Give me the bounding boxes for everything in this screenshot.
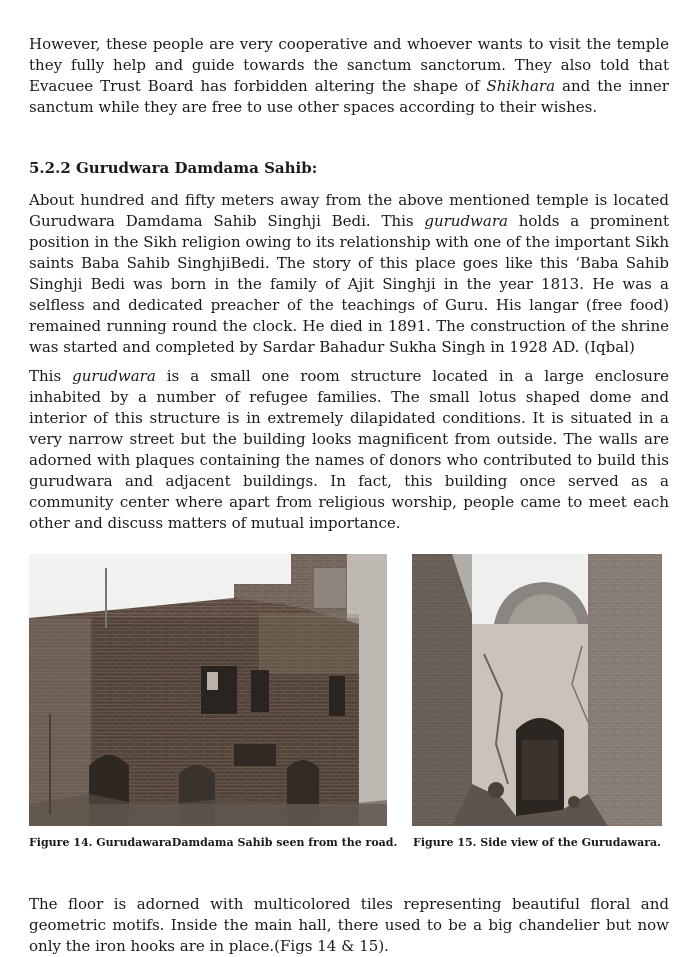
figure-14-caption: Figure 14. GurudawaraDamdama Sahib seen from the road. xyxy=(29,836,398,849)
gurudwara-road-photo xyxy=(29,554,387,826)
description-text-1: This xyxy=(29,367,73,385)
document-page xyxy=(29,34,669,957)
intro-paragraph xyxy=(29,34,669,118)
figure-14 xyxy=(29,554,398,850)
intro-term-shikhara: Shikhara xyxy=(486,77,556,95)
figure-15-caption: Figure 15. Side view of the Gurudawara. xyxy=(413,836,661,849)
history-text-2: holds a prominent position in the Sikh religion owing to its relationship with one of the important Sikh saints Baba Sahib SinghjiBedi. The story of this place goes like this ‘Baba Sahib Singhji Bedi was born in the family of Ajit Singhji in the year 1813. He was a selfless and dedicated preacher of the teachings of Guru. His langar (free food) remained running round the clock. He died in 1891. The construction of the shrine was started and completed by Sardar Bahadur Sukha Singh in 1928 AD. (Iqbal) xyxy=(29,212,669,356)
intro-text-1: However, these people are very cooperative and whoever wants to visit the temple they fully help and guide towards the sanctum sanctorum. They also told that Evacuee Trust Board has forbidden altering the shape of xyxy=(29,35,669,95)
floor-paragraph: The floor is adorned with multicolored tiles representing beautiful floral and geometric motifs. Inside the main hall, there used to be a big chandelier but now only the iron hooks are in place.(Figs 14 & 15). xyxy=(29,895,669,955)
intro-text-2: and the inner sanctum while they are free to use other spaces according to their wishes. xyxy=(29,77,669,116)
description-paragraph xyxy=(29,366,669,534)
figure-row xyxy=(29,554,669,854)
section-heading: 5.2.2 Gurudwara Damdama Sahib: xyxy=(29,159,318,177)
description-term-gurudwara: gurudwara xyxy=(72,367,156,385)
history-term-gurudwara: gurudwara xyxy=(424,212,508,230)
history-text-1: About hundred and fifty meters away from the above mentioned temple is located Gurudwara Damdama Sahib Singhji Bedi. This xyxy=(29,191,669,230)
history-paragraph xyxy=(29,190,669,358)
figure-15 xyxy=(412,554,662,850)
gurudwara-side-photo xyxy=(412,554,662,826)
description-text-2: is a small one room structure located in a large enclosure inhabited by a number of refugee families. The small lotus shaped dome and interior of this structure is in extremely dilapidated conditions. It is situated in a very narrow street but the building looks magnificent from outside. The walls are adorned with plaques containing the names of donors who contributed to build this gurudwara and adjacent buildings. In fact, this building once served as a community center where apart from religious worship, people came to meet each other and discuss matters of mutual importance. xyxy=(29,367,669,532)
